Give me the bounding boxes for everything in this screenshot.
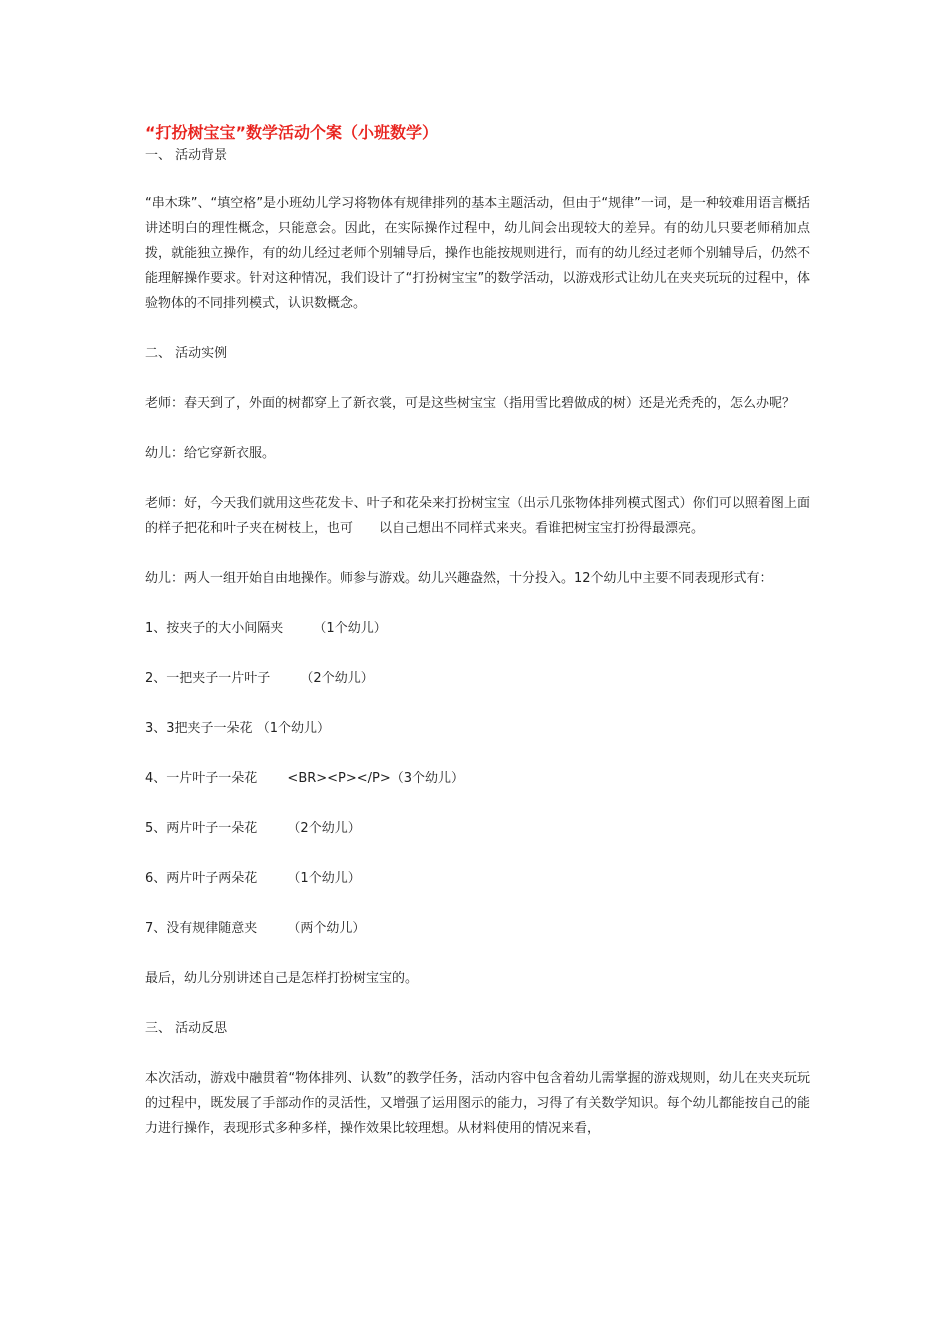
list-item <box>145 916 810 941</box>
spacer <box>145 316 810 341</box>
list-item-text: 7、没有规律随意夹 <box>145 921 258 936</box>
list-item <box>145 616 810 641</box>
list-item-text: 1、按夹子的大小间隔夹 <box>145 621 284 636</box>
paragraph-reflection: 本次活动，游戏中融贯着“物体排列、认数”的教学任务，活动内容中包含着幼儿需掌握的游戏规则，幼儿在夹夹玩玩的过程中，既发展了手部动作的灵活性，又增强了运用图示的能力，习得了有关数学知识。每个幼儿都能按自己的能力进行操作，表现形式多种多样，操作效果比较理想。从材料使用的情况来看， <box>145 1071 810 1136</box>
list-item <box>145 666 810 691</box>
spacer <box>145 841 810 866</box>
list-item-text: 2、一把夹子一片叶子 <box>145 671 271 686</box>
list-item-note: （两个幼儿） <box>287 921 366 936</box>
spacer <box>145 416 810 441</box>
spacer <box>145 166 810 191</box>
section-heading-background: 一、 活动背景 <box>145 148 228 163</box>
paragraph-closing: 最后，幼儿分别讲述自己是怎样打扮树宝宝的。 <box>145 971 419 986</box>
spacer <box>145 591 810 616</box>
spacer <box>145 991 810 1016</box>
list-item <box>145 716 810 741</box>
spacer <box>145 741 810 766</box>
list-item-text: 3、3把夹子一朵花 <box>145 721 253 736</box>
spacer <box>145 791 810 816</box>
list-item-note: （2个幼儿） <box>300 671 374 686</box>
spacer <box>145 466 810 491</box>
spacer <box>145 891 810 916</box>
paragraph-dialogue-teacher-2: 老师：好，今天我们就用这些花发卡、叶子和花朵来打扮树宝宝（出示几张物体排列模式图式）你们可以照着图上面的样子把花和叶子夹在树枝上，也可 以自己想出不同样式来夹。看谁把树宝宝打扮得最漂亮。 <box>145 496 810 536</box>
spacer <box>145 941 810 966</box>
list-item <box>145 766 810 791</box>
paragraph-background: “串木珠”、“填空格”是小班幼儿学习将物体有规律排列的基本主题活动，但由于“规律”一词，是一种较难用语言概括讲述明白的理性概念，只能意会。因此，在实际操作过程中，幼儿间会出现较大的差异。有的幼儿只要老师稍加点拨，就能独立操作，有的幼儿经过老师个别辅导后，操作也能按规则进行，而有的幼儿经过老师个别辅导后，仍然不能理解操作要求。针对这种情况，我们设计了“打扮树宝宝”的数学活动，以游戏形式让幼儿在夹夹玩玩的过程中，体验物体的不同排列模式，认识数概念。 <box>145 196 810 311</box>
list-item-text: 5、两片叶子一朵花 <box>145 821 258 836</box>
spacer <box>145 541 810 566</box>
spacer <box>145 366 810 391</box>
section-heading-reflection: 三、 活动反思 <box>145 1021 228 1036</box>
paragraph-dialogue-teacher-1: 老师：春天到了，外面的树都穿上了新衣裳，可是这些树宝宝（指用雪比碧做成的树）还是光秃秃的，怎么办呢？ <box>145 396 796 411</box>
spacer <box>145 641 810 666</box>
spacer <box>145 1041 810 1066</box>
list-item-text: 4、一片叶子一朵花 <box>145 771 258 786</box>
list-item-note: <BR><P></P>（3个幼儿） <box>287 771 465 786</box>
list-item-note: （1个幼儿） <box>313 621 387 636</box>
paragraph-dialogue-child-1: 幼儿：给它穿新衣服。 <box>145 446 276 461</box>
list-item <box>145 816 810 841</box>
list-item-note: （2个幼儿） <box>287 821 361 836</box>
document-body <box>145 120 810 1141</box>
paragraph-dialogue-child-2: 幼儿：两人一组开始自由地操作。师参与游戏。幼儿兴趣盎然，十分投入。12个幼儿中主要不同表现形式有： <box>145 571 773 586</box>
spacer <box>145 691 810 716</box>
list-item-note: （1个幼儿） <box>287 871 361 886</box>
list-item <box>145 866 810 891</box>
document-title: “打扮树宝宝”数学活动个案（小班数学） <box>145 123 439 142</box>
section-heading-example: 二、 活动实例 <box>145 346 228 361</box>
list-item-note: （1个幼儿） <box>256 721 330 736</box>
list-item-text: 6、两片叶子两朵花 <box>145 871 258 886</box>
